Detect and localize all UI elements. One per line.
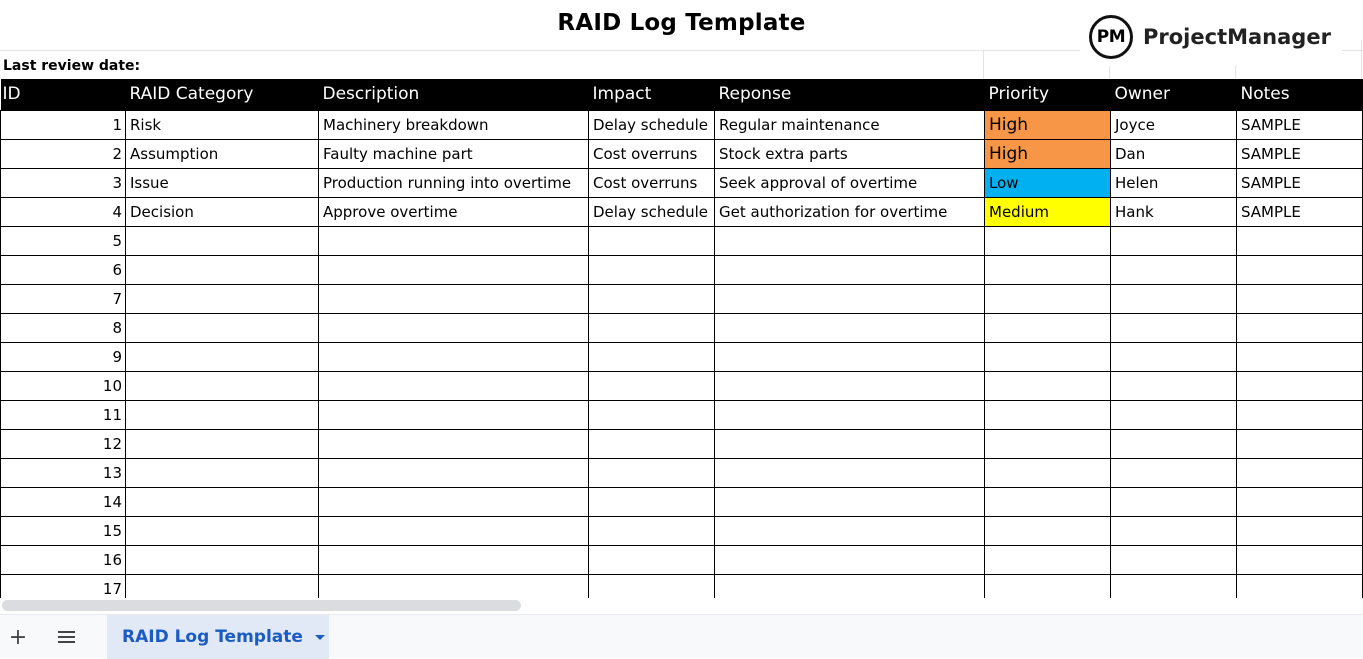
cell-id[interactable]: 13 — [1, 458, 126, 487]
scrollbar-thumb[interactable] — [2, 600, 521, 611]
cell-response[interactable] — [715, 371, 985, 400]
cell-notes[interactable] — [1237, 313, 1363, 342]
cell-notes[interactable]: SAMPLE — [1237, 197, 1363, 226]
cell-impact[interactable] — [589, 400, 715, 429]
cell-raid-category[interactable] — [126, 342, 319, 371]
cell-owner[interactable]: Dan — [1111, 139, 1237, 168]
table-row — [1, 400, 1363, 429]
cell-description[interactable] — [319, 458, 589, 487]
gridline — [1109, 66, 1110, 79]
cell-priority[interactable] — [985, 458, 1111, 487]
cell-raid-category[interactable] — [126, 313, 319, 342]
cell-response[interactable] — [715, 458, 985, 487]
cell-raid-category[interactable]: Risk — [126, 110, 319, 139]
cell-notes[interactable] — [1237, 371, 1363, 400]
cell-priority[interactable]: High — [985, 139, 1111, 168]
cell-id[interactable]: 4 — [1, 197, 126, 226]
cell-id[interactable]: 1 — [1, 110, 126, 139]
cell-description[interactable] — [319, 574, 589, 598]
table-row — [1, 197, 1363, 226]
table-row — [1, 255, 1363, 284]
cell-raid-category[interactable] — [126, 429, 319, 458]
cell-id[interactable]: 10 — [1, 371, 126, 400]
cell-response[interactable] — [715, 429, 985, 458]
cell-priority[interactable] — [985, 516, 1111, 545]
cell-raid-category[interactable] — [126, 255, 319, 284]
cell-response[interactable]: Regular maintenance — [715, 110, 985, 139]
cell-id[interactable]: 9 — [1, 342, 126, 371]
cell-response[interactable] — [715, 284, 985, 313]
table-row — [1, 313, 1363, 342]
cell-raid-category[interactable] — [126, 400, 319, 429]
cell-priority[interactable] — [985, 487, 1111, 516]
cell-notes[interactable] — [1237, 458, 1363, 487]
sheet-tab-raid-log[interactable] — [107, 615, 329, 659]
cell-response[interactable] — [715, 226, 985, 255]
cell-notes[interactable] — [1237, 574, 1363, 598]
cell-raid-category[interactable] — [126, 545, 319, 574]
gridline — [983, 50, 984, 79]
cell-description[interactable] — [319, 255, 589, 284]
cell-id[interactable]: 5 — [1, 226, 126, 255]
column-header-description[interactable]: Description — [319, 79, 589, 110]
column-header-owner[interactable]: Owner — [1111, 79, 1237, 110]
cell-notes[interactable] — [1237, 226, 1363, 255]
cell-id[interactable]: 2 — [1, 139, 126, 168]
cell-notes[interactable] — [1237, 429, 1363, 458]
cell-owner[interactable] — [1111, 226, 1237, 255]
cell-owner[interactable] — [1111, 574, 1237, 598]
cell-description[interactable] — [319, 487, 589, 516]
cell-owner[interactable]: Hank — [1111, 197, 1237, 226]
cell-impact[interactable] — [589, 284, 715, 313]
cell-priority[interactable] — [985, 574, 1111, 598]
cell-id[interactable]: 12 — [1, 429, 126, 458]
cell-raid-category[interactable] — [126, 574, 319, 598]
cell-owner[interactable] — [1111, 487, 1237, 516]
cell-impact[interactable] — [589, 458, 715, 487]
cell-impact[interactable] — [589, 487, 715, 516]
sheet-tab-label: RAID Log Template — [122, 627, 303, 647]
cell-description[interactable]: Production running into overtime — [319, 168, 589, 197]
cell-owner[interactable] — [1111, 458, 1237, 487]
table-row — [1, 487, 1363, 516]
horizontal-scrollbar[interactable] — [0, 598, 1363, 614]
cell-impact[interactable] — [589, 255, 715, 284]
table-row — [1, 139, 1363, 168]
cell-priority[interactable]: Medium — [985, 197, 1111, 226]
cell-priority[interactable] — [985, 255, 1111, 284]
cell-id[interactable]: 16 — [1, 545, 126, 574]
cell-notes[interactable] — [1237, 284, 1363, 313]
cell-impact[interactable] — [589, 574, 715, 598]
cell-owner[interactable] — [1111, 284, 1237, 313]
cell-description[interactable] — [319, 284, 589, 313]
cell-description[interactable] — [319, 226, 589, 255]
table-row — [1, 429, 1363, 458]
cell-notes[interactable] — [1237, 342, 1363, 371]
cell-response[interactable] — [715, 400, 985, 429]
sheet-title[interactable]: RAID Log Template — [557, 10, 806, 36]
cell-priority[interactable]: Low — [985, 168, 1111, 197]
pm-logo-icon: PM — [1089, 15, 1133, 59]
column-header-response[interactable]: Reponse — [715, 79, 985, 110]
cell-owner[interactable] — [1111, 516, 1237, 545]
cell-notes[interactable]: SAMPLE — [1237, 168, 1363, 197]
cell-id[interactable]: 7 — [1, 284, 126, 313]
cell-impact[interactable] — [589, 313, 715, 342]
cell-impact[interactable] — [589, 342, 715, 371]
cell-priority[interactable] — [985, 429, 1111, 458]
cell-impact[interactable] — [589, 516, 715, 545]
cell-description[interactable] — [319, 313, 589, 342]
cell-id[interactable]: 11 — [1, 400, 126, 429]
cell-impact[interactable] — [589, 226, 715, 255]
cell-description[interactable] — [319, 429, 589, 458]
cell-response[interactable] — [715, 487, 985, 516]
cell-impact[interactable] — [589, 429, 715, 458]
cell-owner[interactable]: Joyce — [1111, 110, 1237, 139]
cell-response[interactable]: Seek approval of overtime — [715, 168, 985, 197]
cell-priority[interactable] — [985, 545, 1111, 574]
header-row — [1, 79, 1363, 110]
column-header-raid-category[interactable]: RAID Category — [126, 79, 319, 110]
cell-description[interactable] — [319, 516, 589, 545]
cell-id[interactable]: 8 — [1, 313, 126, 342]
last-review-date-label[interactable]: Last review date: — [3, 58, 141, 74]
cell-notes[interactable] — [1237, 400, 1363, 429]
cell-raid-category[interactable]: Issue — [126, 168, 319, 197]
cell-response[interactable]: Stock extra parts — [715, 139, 985, 168]
table-row — [1, 545, 1363, 574]
all-sheets-button[interactable] — [48, 615, 84, 659]
cell-description[interactable] — [319, 545, 589, 574]
cell-raid-category[interactable] — [126, 487, 319, 516]
cell-notes[interactable] — [1237, 487, 1363, 516]
cell-impact[interactable] — [589, 545, 715, 574]
cell-id[interactable]: 15 — [1, 516, 126, 545]
cell-priority[interactable] — [985, 400, 1111, 429]
table-row — [1, 168, 1363, 197]
cell-id[interactable]: 3 — [1, 168, 126, 197]
cell-priority[interactable]: High — [985, 110, 1111, 139]
cell-priority[interactable] — [985, 313, 1111, 342]
cell-response[interactable] — [715, 255, 985, 284]
raid-log-table — [0, 79, 1363, 598]
cell-owner[interactable] — [1111, 313, 1237, 342]
column-header-priority[interactable]: Priority — [985, 79, 1111, 110]
cell-priority[interactable] — [985, 226, 1111, 255]
cell-raid-category[interactable] — [126, 516, 319, 545]
add-sheet-button[interactable] — [0, 615, 36, 659]
cell-owner[interactable] — [1111, 429, 1237, 458]
cell-impact[interactable]: Cost overruns — [589, 168, 715, 197]
cell-notes[interactable] — [1237, 516, 1363, 545]
sheet-tab-bar — [0, 614, 1363, 658]
cell-notes[interactable]: SAMPLE — [1237, 110, 1363, 139]
cell-response[interactable] — [715, 545, 985, 574]
table-row — [1, 284, 1363, 313]
cell-response[interactable] — [715, 574, 985, 598]
cell-raid-category[interactable] — [126, 284, 319, 313]
table-row — [1, 342, 1363, 371]
cell-owner[interactable] — [1111, 545, 1237, 574]
cell-owner[interactable] — [1111, 342, 1237, 371]
cell-raid-category[interactable] — [126, 458, 319, 487]
cell-description[interactable] — [319, 371, 589, 400]
cell-raid-category[interactable] — [126, 226, 319, 255]
table-row — [1, 110, 1363, 139]
cell-impact[interactable]: Delay schedule — [589, 110, 715, 139]
cell-id[interactable]: 17 — [1, 574, 126, 598]
cell-raid-category[interactable]: Decision — [126, 197, 319, 226]
column-header-id[interactable]: ID — [1, 79, 126, 110]
cell-impact[interactable] — [589, 371, 715, 400]
table-row — [1, 516, 1363, 545]
hamburger-icon — [58, 628, 75, 646]
cell-description[interactable]: Faulty machine part — [319, 139, 589, 168]
cell-description[interactable]: Machinery breakdown — [319, 110, 589, 139]
cell-description[interactable] — [319, 342, 589, 371]
cell-response[interactable] — [715, 516, 985, 545]
cell-description[interactable]: Approve overtime — [319, 197, 589, 226]
cell-impact[interactable]: Delay schedule — [589, 197, 715, 226]
column-header-notes[interactable]: Notes — [1237, 79, 1363, 110]
column-header-impact[interactable]: Impact — [589, 79, 715, 110]
cell-impact[interactable]: Cost overruns — [589, 139, 715, 168]
projectmanager-logo — [1080, 8, 1342, 66]
cell-response[interactable] — [715, 313, 985, 342]
gridline — [1235, 66, 1236, 79]
cell-raid-category[interactable] — [126, 371, 319, 400]
table-row — [1, 458, 1363, 487]
cell-response[interactable]: Get authorization for overtime — [715, 197, 985, 226]
cell-owner[interactable] — [1111, 255, 1237, 284]
cell-priority[interactable] — [985, 342, 1111, 371]
gridline — [1361, 40, 1362, 79]
table-row — [1, 226, 1363, 255]
cell-owner[interactable]: Helen — [1111, 168, 1237, 197]
cell-id[interactable]: 14 — [1, 487, 126, 516]
cell-priority[interactable] — [985, 371, 1111, 400]
cell-notes[interactable] — [1237, 255, 1363, 284]
cell-response[interactable] — [715, 342, 985, 371]
cell-notes[interactable] — [1237, 545, 1363, 574]
cell-priority[interactable] — [985, 284, 1111, 313]
cell-id[interactable]: 6 — [1, 255, 126, 284]
cell-owner[interactable] — [1111, 371, 1237, 400]
cell-raid-category[interactable]: Assumption — [126, 139, 319, 168]
caret-down-icon[interactable] — [315, 635, 325, 640]
logo-text: ProjectManager — [1143, 25, 1331, 49]
cell-description[interactable] — [319, 400, 589, 429]
cell-notes[interactable]: SAMPLE — [1237, 139, 1363, 168]
cell-owner[interactable] — [1111, 400, 1237, 429]
table-row — [1, 371, 1363, 400]
plus-icon: + — [8, 624, 28, 650]
table-row — [1, 574, 1363, 598]
